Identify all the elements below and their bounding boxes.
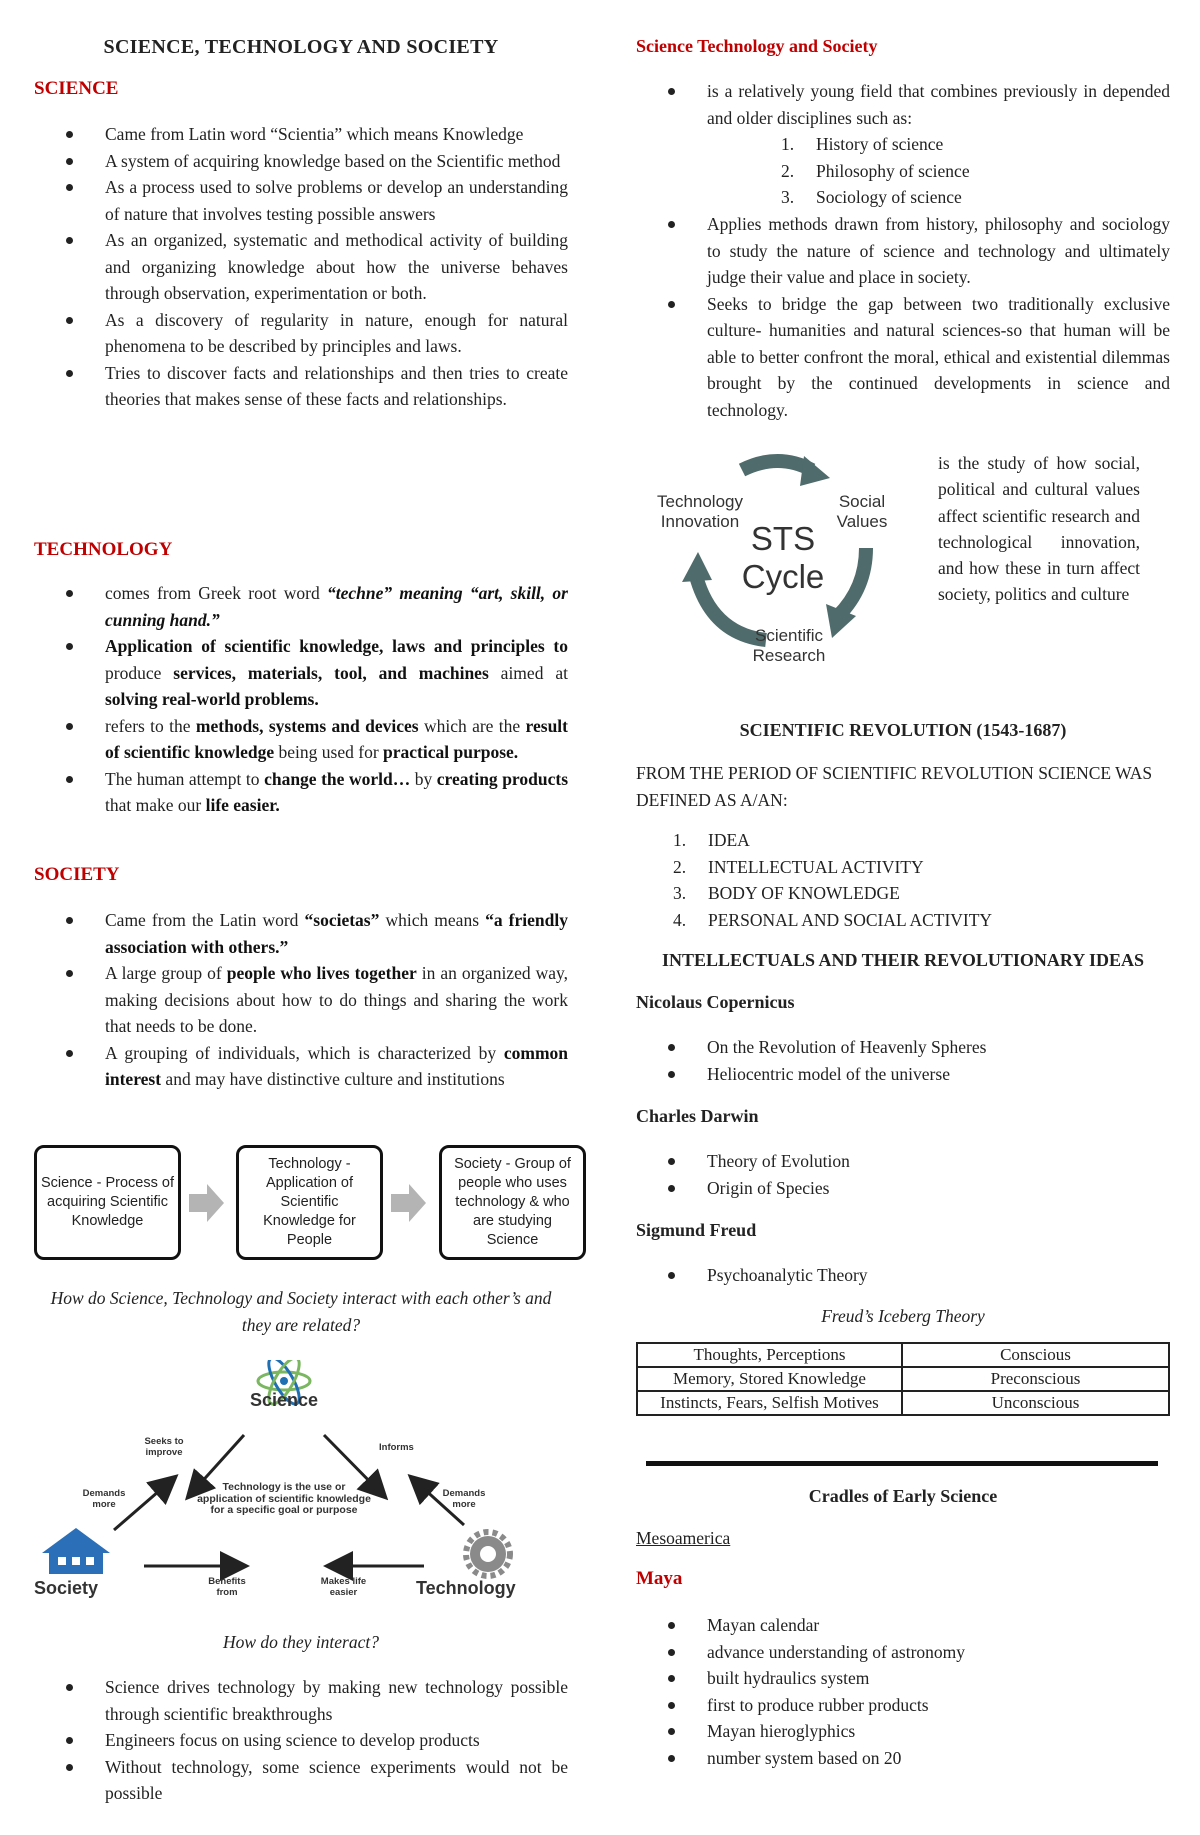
list-item: comes from Greek root word “techne” meaning “art, skill, or cunning hand.” — [34, 580, 568, 633]
table-row: Memory, Stored Knowledge Preconscious — [637, 1367, 1169, 1391]
sts-interaction-diagram — [34, 1360, 568, 1610]
cradles-heading: Cradles of Early Science — [808, 1486, 998, 1506]
technology-heading: TECHNOLOGY — [34, 539, 173, 560]
intellectuals-heading: INTELLECTUALS AND THEIR REVOLUTIONARY IDEAS — [661, 950, 1145, 970]
diagram-label-technology: Technology — [416, 1578, 516, 1598]
caption-how-interact: How do they interact? — [222, 1632, 379, 1652]
list-item: 1. IDEA — [673, 830, 750, 850]
list-item: built hydraulics system — [636, 1665, 1170, 1692]
section-divider — [646, 1461, 1158, 1466]
flow-box-science: Science - Process of acquiring Scientific Knowledge — [34, 1145, 181, 1260]
page-title: SCIENCE, TECHNOLOGY AND SOCIETY — [103, 36, 499, 58]
science-heading: SCIENCE — [34, 78, 119, 99]
table-row: Instincts, Fears, Selfish Motives Unconscious — [637, 1391, 1169, 1415]
list-item: 2. INTELLECTUAL ACTIVITY — [673, 856, 924, 877]
iceberg-table — [636, 1342, 1170, 1416]
cycle-title: STS Cycle — [741, 520, 825, 595]
diagram-label-demands-left: Demands more — [82, 1488, 126, 1510]
list-item: A grouping of individuals, which is characterized by common interest and may have distinctive culture and institutions — [34, 1040, 568, 1093]
list-item: advance understanding of astronomy — [636, 1639, 1170, 1666]
list-item: As a process used to solve problems or develop an understanding of nature that involves testing possible answers — [34, 174, 568, 227]
list-item: Seeks to bridge the gap between two traditionally exclusive culture- humanities and natural sciences-so that human will be able to better confront the moral, ethical and existential dilemmas brought by the continued developments in science and technology. — [636, 291, 1170, 424]
sts-list-1 — [636, 78, 1170, 131]
diagram-label-makes-life: Makes life easier — [320, 1576, 367, 1598]
flow-box-society: Society - Group of people who uses technology & who are studying Science — [439, 1145, 586, 1260]
flow-box-technology: Technology - Application of Scientific Knowledge for People — [236, 1145, 383, 1260]
list-item: The human attempt to change the world… by creating products that make our life easier. — [34, 766, 568, 819]
diagram-label-demands-right: Demands more — [442, 1488, 486, 1510]
list-item: Applies methods drawn from history, philosophy and sociology to study the nature of science and technology and ultimately judge their value and place in society. — [636, 211, 1170, 291]
revolution-intro: FROM THE PERIOD OF SCIENTIFIC REVOLUTION SCIENCE WAS DEFINED AS A/AN: — [636, 763, 1153, 810]
iceberg-caption: Freud’s Iceberg Theory — [821, 1306, 985, 1326]
sts-sublist — [781, 131, 970, 211]
sts-list-2 — [636, 211, 1170, 423]
list-item: number system based on 20 — [636, 1745, 1170, 1772]
house-icon — [42, 1528, 110, 1574]
diagram-center-text: Technology is the use or application of scientific knowledge for a specific goal or purpose — [197, 1481, 371, 1516]
list-item: Came from the Latin word “societas” which means “a friendly association with others.” — [34, 907, 568, 960]
list-item: 4. PERSONAL AND SOCIAL ACTIVITY — [673, 909, 993, 930]
sts-cycle-description: is the study of how social, political and cultural values affect scientific research and technological innovation, and how these in turn affect society, politics and culture — [938, 453, 1140, 605]
list-item: On the Revolution of Heavenly Spheres — [636, 1034, 1170, 1061]
interaction-list — [34, 1674, 568, 1807]
society-heading: SOCIETY — [34, 864, 120, 885]
list-item: Science drives technology by making new technology possible through scientific breakthroughs — [34, 1674, 568, 1727]
list-item: Mayan hieroglyphics — [636, 1718, 1170, 1745]
list-item: 1. History of science — [781, 134, 944, 154]
copernicus-list — [636, 1034, 1170, 1087]
list-item: A large group of people who lives together in an organized way, making decisions about how to do things and sharing the work that needs to be done. — [34, 960, 568, 1040]
cycle-label-technology: Technology Innovation — [656, 492, 743, 531]
list-item: Engineers focus on using science to develop products — [34, 1727, 568, 1754]
list-item: refers to the methods, systems and devices which are the result of scientific knowledge being used for practical purpose. — [34, 713, 568, 766]
flow-arrow-icon — [391, 1184, 427, 1222]
cycle-label-research: Scientific Research — [752, 626, 826, 665]
diagram-label-science: Science — [249, 1390, 319, 1410]
maya-list — [636, 1612, 1170, 1771]
copernicus-name: Nicolaus Copernicus — [636, 992, 795, 1012]
list-item: As an organized, systematic and methodical activity of building and organizing knowledge about how the universe behaves through observation, experimentation or both. — [34, 227, 568, 307]
technology-list — [34, 580, 568, 819]
list-item: As a discovery of regularity in nature, enough for natural phenomena to be described by principles and laws. — [34, 307, 568, 360]
science-list — [34, 121, 568, 413]
diagram-label-benefits: Benefits from — [208, 1576, 246, 1598]
flow-arrow-icon — [189, 1184, 225, 1222]
list-item: 3. Sociology of science — [781, 187, 962, 207]
cycle-label-social: Social Values — [836, 492, 888, 531]
list-item: is a relatively young field that combines previously in depended and older disciplines such as: — [636, 78, 1170, 131]
list-item: Theory of Evolution — [636, 1148, 1170, 1175]
list-item: Came from Latin word “Scientia” which means Knowledge — [34, 121, 568, 148]
revolution-heading: SCIENTIFIC REVOLUTION (1543-1687) — [739, 720, 1067, 740]
sts-heading: Science Technology and Society — [636, 36, 878, 56]
list-item: Application of scientific knowledge, laws and principles to produce services, materials, tool, and machines aimed at solving real-world problems. — [34, 633, 568, 713]
list-item: first to produce rubber products — [636, 1692, 1170, 1719]
list-item: Heliocentric model of the universe — [636, 1061, 1170, 1088]
list-item: Mayan calendar — [636, 1612, 1170, 1639]
list-item: Origin of Species — [636, 1175, 1170, 1202]
list-item: A system of acquiring knowledge based on the Scientific method — [34, 148, 568, 175]
darwin-name: Charles Darwin — [636, 1106, 759, 1126]
revolution-list — [673, 827, 993, 933]
caption-interaction: How do Science, Technology and Society interact with each other’s and they are related? — [50, 1288, 552, 1335]
diagram-label-society: Society — [34, 1578, 99, 1598]
list-item: Tries to discover facts and relationships and then tries to create theories that makes sense of these facts and relationships. — [34, 360, 568, 413]
list-item: 2. Philosophy of science — [781, 160, 970, 181]
sts-cycle-diagram — [654, 448, 890, 676]
list-item: Without technology, some science experiments would not be possible — [34, 1754, 568, 1807]
mesoamerica-label: Mesoamerica — [636, 1528, 731, 1548]
gear-icon — [466, 1532, 510, 1576]
list-item: 3. BODY OF KNOWLEDGE — [673, 883, 900, 903]
society-list — [34, 907, 568, 1093]
diagram-label-informs: Informs — [379, 1442, 414, 1453]
table-row: Thoughts, Perceptions Conscious — [637, 1343, 1169, 1367]
darwin-list — [636, 1148, 1170, 1201]
diagram-label-seeks: Seeks to improve — [144, 1436, 184, 1458]
maya-heading: Maya — [636, 1568, 683, 1589]
freud-name: Sigmund Freud — [636, 1220, 757, 1240]
freud-list — [636, 1262, 1170, 1289]
list-item: Psychoanalytic Theory — [636, 1262, 1170, 1289]
